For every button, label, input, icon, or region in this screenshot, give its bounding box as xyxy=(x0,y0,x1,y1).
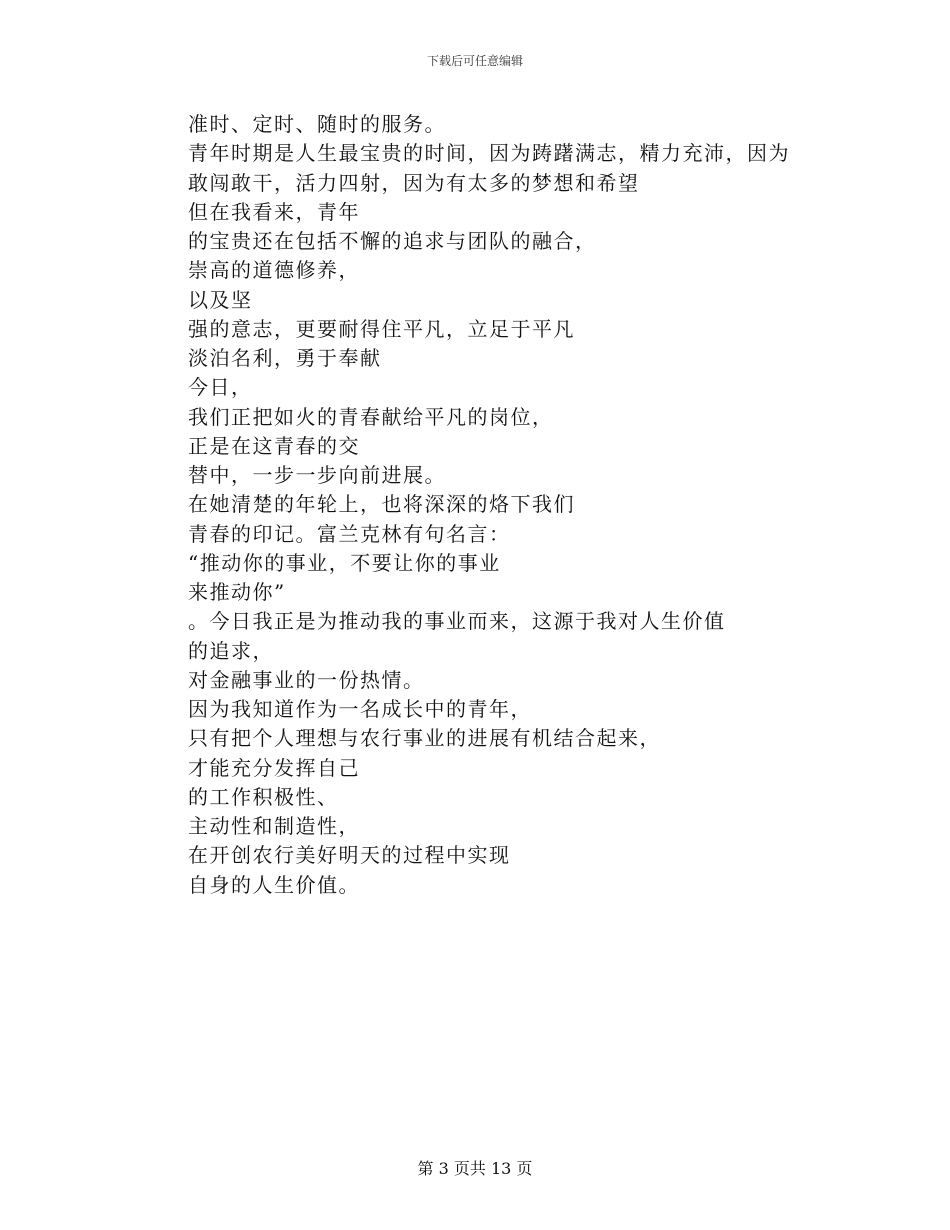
text-line: 替中，一步一步向前进展。 xyxy=(188,463,446,487)
page-header: 下载后可任意编辑 xyxy=(426,54,523,68)
text-line: 的工作积极性、 xyxy=(188,784,339,809)
text-line: 强的意志，更要耐得住平凡，立足于平凡 xyxy=(188,316,575,341)
text-line: 今日， xyxy=(188,375,253,400)
text-line: 正是在这青春的交 xyxy=(188,433,360,458)
text-line: 青春的印记。富兰克林有句名言： xyxy=(188,521,511,546)
text-line: 准时、定时、随时的服务。 xyxy=(188,112,446,136)
page-number-footer: 第 3 页共 13 页 xyxy=(417,1159,533,1178)
text-line: 的追求， xyxy=(188,638,274,663)
text-line: 我们正把如火的青春献给平凡的岗位， xyxy=(188,404,554,429)
text-line: 自身的人生价值。 xyxy=(188,872,360,897)
text-line: 才能充分发挥自己 xyxy=(188,755,360,780)
text-line: 青年时期是人生最宝贵的时间，因为踌躇满志，精力充沛，因为 xyxy=(188,141,790,166)
text-line: “推动你的事业，不要让你的事业 xyxy=(188,550,501,575)
text-line: 因为我知道作为一名成长中的青年， xyxy=(188,697,532,721)
text-line: 淡泊名利，勇于奉献 xyxy=(188,346,382,370)
text-line: 崇高的道德修养， xyxy=(188,258,360,283)
text-line: 但在我看来，青年 xyxy=(188,199,360,224)
document-body xyxy=(188,110,828,900)
text-line: 的宝贵还在包括不懈的追求与团队的融合， xyxy=(188,229,597,253)
text-line: 来推动你” xyxy=(188,580,286,604)
text-line: 对金融事业的一份热情。 xyxy=(188,667,425,692)
text-line: 主动性和制造性， xyxy=(188,814,360,838)
text-line: 敢闯敢干，活力四射，因为有太多的梦想和希望 xyxy=(188,170,640,195)
text-line: 只有把个人理想与农行事业的进展有机结合起来， xyxy=(188,726,661,751)
text-line: 。今日我正是为推动我的事业而来，这源于我对人生价值 xyxy=(188,609,726,634)
text-line: 在她清楚的年轮上，也将深深的烙下我们 xyxy=(188,492,575,517)
text-line: 以及坚 xyxy=(188,287,253,312)
text-line: 在开创农行美好明天的过程中实现 xyxy=(188,843,511,868)
